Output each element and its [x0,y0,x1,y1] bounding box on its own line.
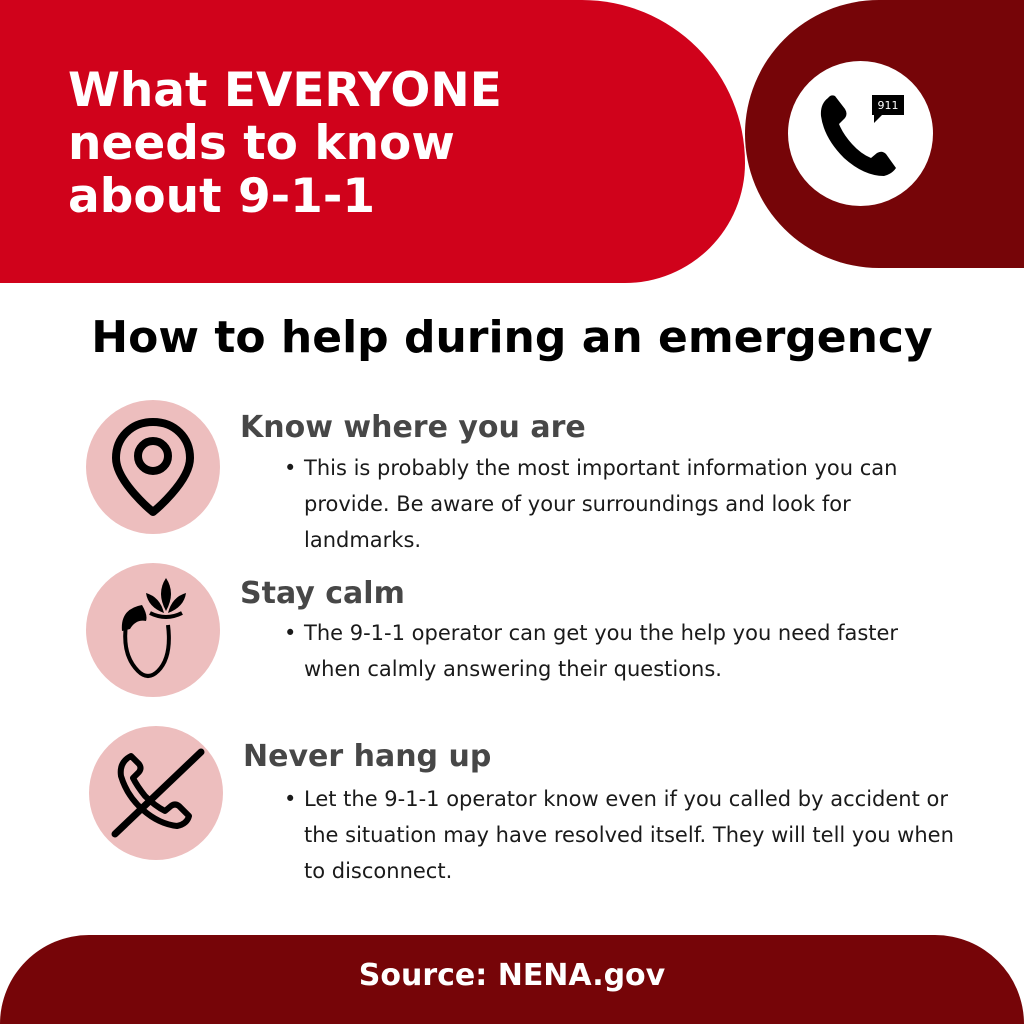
tip-title-1: Know where you are [240,410,586,445]
message-bubble-icon [872,95,904,123]
tip-text-2: The 9-1-1 operator can get you the help you need faster when calmly answering their questions. [304,621,899,681]
lotus-icon [146,578,186,617]
bullet: • [284,456,297,480]
tip-title-3: Never hang up [243,739,492,774]
tip-icon-circle-1 [86,400,220,534]
tip-icon-circle-3 [89,726,223,860]
calm-person-icon [86,563,220,697]
title-line-3: about 9-1-1 [68,169,376,224]
tip-text-3: Let the 9-1-1 operator know even if you called by accident or the situation may have resolved itself. They will tell you when to disconnect. [304,787,954,883]
tip-body-2 [284,615,954,687]
page-title [68,64,708,223]
title-line-2: needs to know [68,116,455,171]
no-hang-up-icon [89,726,223,860]
phone-911-icon [788,61,933,206]
location-pin-icon [86,400,220,534]
source-link[interactable]: Source: NENA.gov [358,958,666,993]
phone-badge [788,61,933,206]
tip-body-3 [284,781,954,889]
badge-label: 911 [877,99,899,112]
tip-icon-circle-2 [86,563,220,697]
tip-title-2: Stay calm [240,576,405,611]
tip-text-1: This is probably the most important information you can provide. Be aware of your surroundings and look for landmarks. [304,456,898,552]
section-heading: How to help during an emergency [91,312,933,363]
bullet: • [284,621,297,645]
tip-body-1 [284,450,954,558]
bullet: • [284,787,297,811]
title-line-1: What EVERYONE [68,63,502,118]
